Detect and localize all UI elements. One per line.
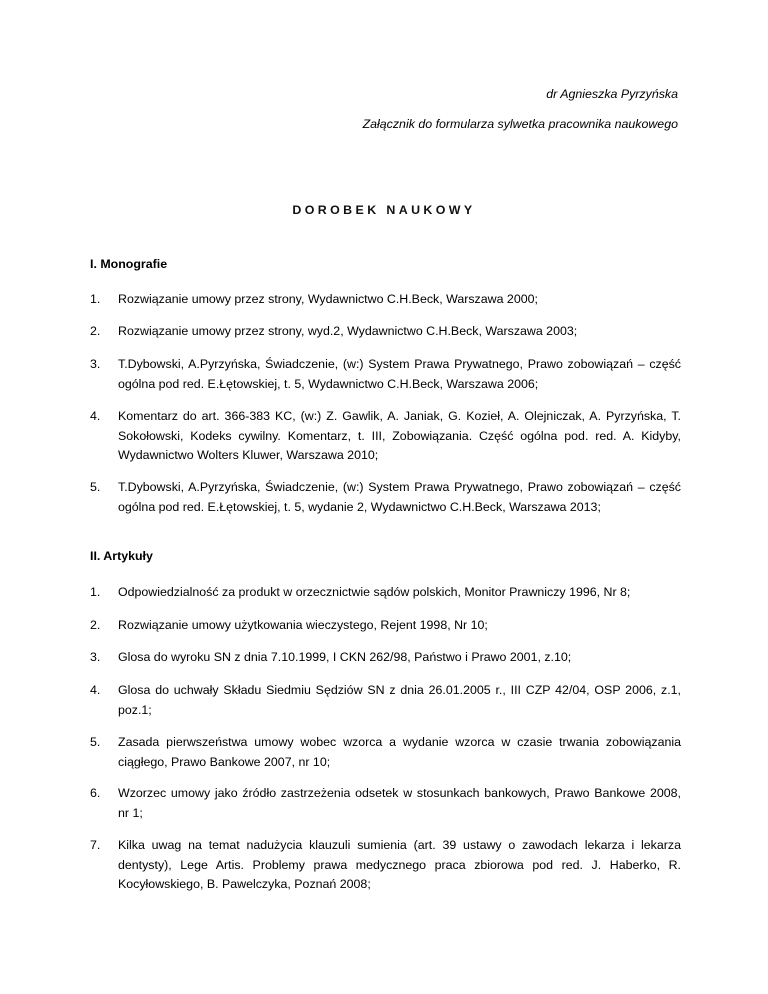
item-text: T.Dybowski, A.Pyrzyńska, Świadczenie, (w:) System Prawa Prywatnego, Prawo zobowiązań – część ogólna pod red. E.Łętowskiej, t. 5, Wydawnictwo C.H.Beck, Warszawa 2006; [118, 357, 681, 391]
item-number: 5. [90, 480, 101, 494]
section-heading-monografie: I. Monografie [90, 257, 168, 271]
item-text: Rozwiązanie umowy przez strony, Wydawnictwo C.H.Beck, Warszawa 2000; [118, 292, 538, 306]
list-item [90, 355, 681, 394]
item-text: Rozwiązanie umowy użytkowania wieczystego, Rejent 1998, Nr 10; [118, 618, 488, 632]
item-number: 1. [90, 292, 101, 306]
item-text: Komentarz do art. 366-383 KC, (w:) Z. Gawlik, A. Janiak, G. Kozieł, A. Olejniczak, A. Pyrzyńska, T. Sokołowski, Kodeks cywilny. Komentarz, t. III, Zobowiązania. Część ogólna pod. red. A. Kidyby, Wydawnictwo Wolters Kluwer, Warszawa 2010; [118, 409, 681, 462]
document-subtitle: Załącznik do formularza sylwetka pracownika naukowego [362, 117, 678, 131]
page-title: DOROBEK NAUKOWY [292, 203, 476, 217]
item-text: Glosa do uchwały Składu Siedmiu Sędziów SN z dnia 26.01.2005 r., III CZP 42/04, OSP 2006, z.1, poz.1; [118, 683, 681, 717]
list-item [90, 407, 681, 466]
item-text: Glosa do wyroku SN z dnia 7.10.1999, I CKN 262/98, Państwo i Prawo 2001, z.10; [118, 650, 572, 664]
list-item [90, 322, 681, 342]
list-item [90, 478, 681, 517]
item-text: Odpowiedzialność za produkt w orzecznictwie sądów polskich, Monitor Prawniczy 1996, Nr 8; [118, 585, 631, 599]
item-text: Wzorzec umowy jako źródło zastrzeżenia odsetek w stosunkach bankowych, Prawo Bankowe 2008, nr 1; [118, 786, 681, 820]
item-number: 4. [90, 409, 101, 423]
item-number: 4. [90, 683, 101, 697]
author-name: dr Agnieszka Pyrzyńska [546, 87, 678, 101]
item-number: 5. [90, 735, 101, 749]
section-heading-artykuly: II. Artykuły [90, 549, 153, 563]
item-text: Kilka uwag na temat nadużycia klauzuli sumienia (art. 39 ustawy o zawodach lekarza i lekarza dentysty), Lege Artis. Problemy prawa medycznego praca zbiorowa pod red. J. Haberko, R. Kocyłowskiego, B. Pawelczyka, Poznań 2008; [118, 838, 681, 891]
item-number: 3. [90, 650, 101, 664]
item-number: 7. [90, 838, 101, 852]
list-item [90, 733, 681, 772]
item-text: Zasada pierwszeństwa umowy wobec wzorca a wydanie wzorca w czasie trwania zobowiązania ciągłego, Prawo Bankowe 2007, nr 10; [118, 735, 681, 769]
list-item [90, 648, 681, 668]
item-text: Rozwiązanie umowy przez strony, wyd.2, Wydawnictwo C.H.Beck, Warszawa 2003; [118, 324, 578, 338]
list-item [90, 784, 681, 823]
list-item [90, 583, 681, 603]
item-text: T.Dybowski, A.Pyrzyńska, Świadczenie, (w:) System Prawa Prywatnego, Prawo zobowiązań – część ogólna pod red. E.Łętowskiej, t. 5, wydanie 2, Wydawnictwo C.H.Beck, Warszawa 2013; [118, 480, 681, 514]
item-number: 1. [90, 585, 101, 599]
item-number: 6. [90, 786, 101, 800]
list-item [90, 836, 681, 895]
item-number: 3. [90, 357, 101, 371]
item-number: 2. [90, 324, 101, 338]
list-item [90, 681, 681, 720]
item-number: 2. [90, 618, 101, 632]
list-item [90, 616, 681, 636]
list-item [90, 290, 681, 310]
